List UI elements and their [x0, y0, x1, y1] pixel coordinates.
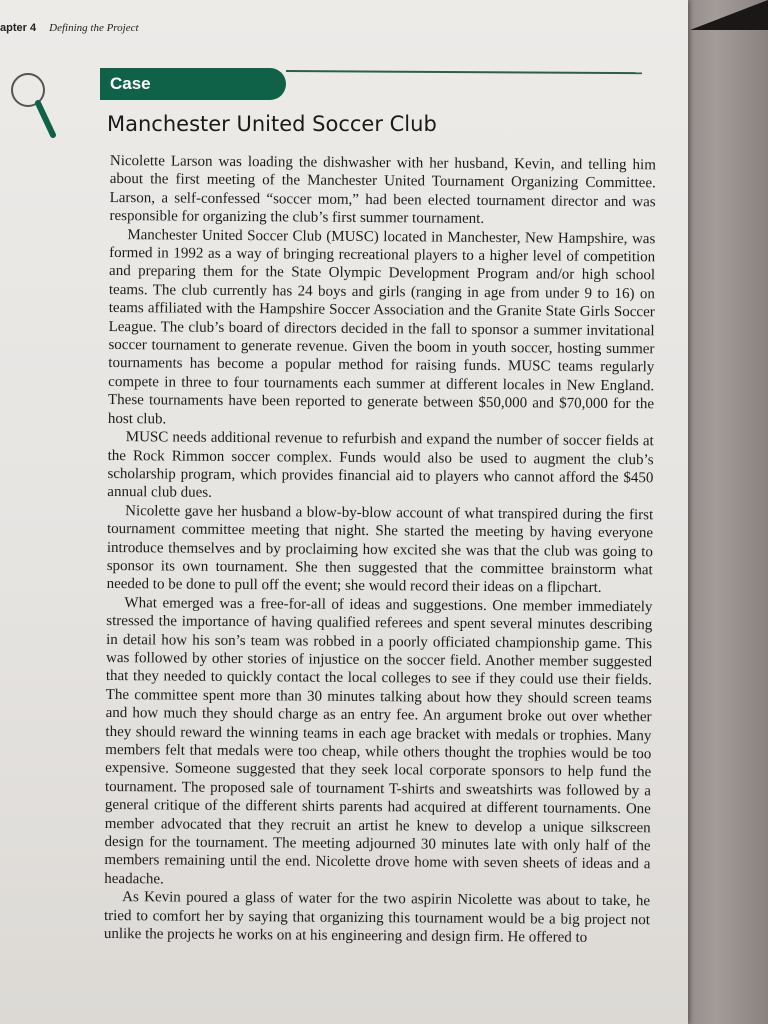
header-rule	[286, 70, 642, 74]
magnifier-icon	[4, 66, 60, 146]
paragraph: Manchester United Soccer Club (MUSC) located in Manchester, New Hampshire, was formed in 1992 as a way of bringing recreational players to a higher level of competition and preparing them for the State Olympic Development Program and/or high school teams. The club currently has 24 boys and girls (ranging in age from under 9 to 16) on teams affiliated with the Hampshire Soccer Association and the Granite State Girls Soccer League. The club’s board of directors decided in the fall to sponsor a summer invitational soccer tournament to generate revenue. Given the boom in youth soccer, hosting summer tournaments has become a popular method for raising funds. MUSC teams regularly compete in three to four tournaments each summer at different locales in New England. These tournaments have been reported to generate between $50,000 and $70,000 for the host club.	[107, 226, 656, 428]
running-head	[0, 22, 139, 34]
paragraph: Nicolette gave her husband a blow-by-blow account of what transpired during the first tournament committee meeting that night. She started the meeting by having everyone introduce themselves and by proclaiming how excited she was that the club was going to sponsor its own tournament. She then suggested that the committee brainstorm what needed to be done to pull off the event; she would record their ideas on a flipchart.	[106, 502, 654, 597]
paragraph: MUSC needs additional revenue to refurbish and expand the number of soccer fields at the Rock Rimmon soccer complex. Funds would also be used to augment the club’s scholarship program, which provides financial aid to players who cannot afford the $450 annual club dues.	[107, 429, 654, 502]
case-body	[104, 152, 656, 948]
paragraph: What emerged was a free-for-all of ideas and suggestions. One member immediately stressed the importance of having qualified referees and spent several minutes describing in detail how his son’s team was robbed in a poorly officiated championship game. This was followed by other stories of injustice on the soccer field. Another member suggested that they needed to quickly contact the local colleges to see if they could use their fields. The committee spent more than 30 minutes talking about how they should screen teams and how much they should charge as an entry fee. An argument broke out over whether they should reward the winning teams in each age bracket with medals or trophies. Many members felt that medals were too cheap, while others thought the trophies would be too expensive. Someone suggested that they seek local corporate sponsors to help fund the tournament. The proposed sale of tournament T-shirts and sweatshirts was followed by a general critique of the different shirts parents had acquired at different tournaments. One member advocated that they recruit an artist he knew to develop a unique silkscreen design for the tournament. The meeting adjourned 30 minutes late with only half of the members remaining until the end. Nicolette drove home with seven sheets of ideas and a headache.	[104, 594, 653, 888]
chapter-label: apter 4	[0, 22, 37, 34]
case-title: Manchester United Soccer Club	[107, 112, 437, 136]
case-banner: Case	[100, 68, 286, 100]
chapter-title: Defining the Project	[49, 22, 139, 34]
background-surface	[680, 0, 768, 1024]
paragraph: Nicolette Larson was loading the dishwasher with her husband, Kevin, and telling him about the first meeting of the Manchester United Tournament Organizing Committee. Larson, a self-confessed “soccer mom,” had been elected tournament director and was responsible for organizing the club’s first summer tournament.	[109, 152, 656, 228]
paragraph: As Kevin poured a glass of water for the two aspirin Nicolette was about to take, he tried to comfort her by saying that organizing this tournament would be a big project not unlike the projects he works on at his engineering and design firm. He offered to	[103, 889, 651, 946]
